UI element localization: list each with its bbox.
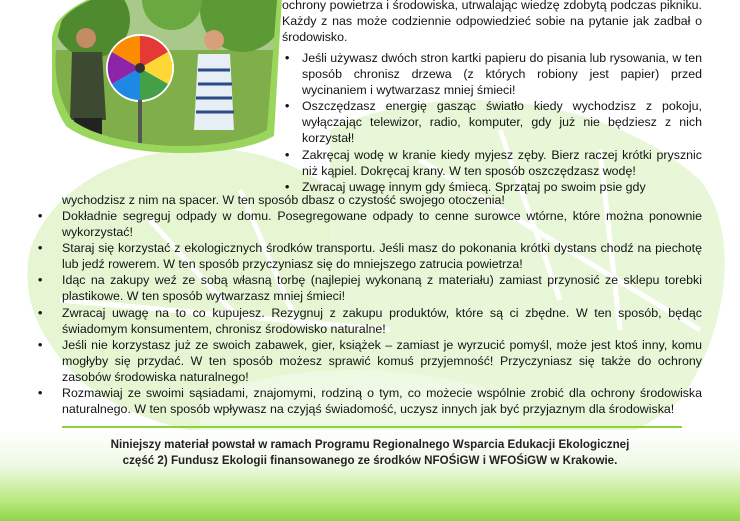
footer-funding-note (40, 437, 700, 469)
footer-divider (62, 426, 682, 428)
tip-item: • Zwracaj uwagę innym gdy śmiecą. Sprzątaj po swoim psie gdy (282, 179, 702, 195)
picnic-photo-leaf (52, 0, 282, 155)
tip-item: • Jeśli używasz dwóch stron kartki papieru do pisania lub rysowania, w ten sposób chronisz drzewa (z których robiony jest papier) przed wycinaniem i wytwarzasz mniej śmieci! (282, 50, 702, 98)
tip-continuation: wychodzisz z nim na spacer. W ten sposób dbasz o czystość swojego otoczenia! (62, 193, 505, 207)
tips-list-top (282, 50, 702, 195)
tip-item: • Dokładnie segreguj odpady w domu. Posegregowane odpady to cenne surowce wtórne, które można ponownie wykorzystać! (38, 208, 702, 240)
tip-item: • Jeśli nie korzystasz już ze swoich zabawek, gier, książek – zamiast je wyrzucić pomyśl, może jest ktoś inny, komu mogłyby się przydać. W ten sposób możesz sprawić komuś przyjemność! Przyczyniasz się także do ochrony zasobów środowiska naturalnego! (38, 337, 702, 385)
tip-item: • Idąc na zakupy weź ze sobą własną torbę (najlepiej wykonaną z materiału) zamiast przynosić ze sklepu torebki plastikowe. W ten sposób wytwarzasz mniej śmieci! (38, 272, 702, 304)
intro-paragraph: ochrony powietrza i środowiska, utrwalając wiedzę zdobytą podczas pikniku. Każdy z nas może codziennie odpowiedzieć sobie na pytanie jak zadbał o środowisko. (282, 0, 702, 45)
intro-text (282, 0, 702, 45)
tip-item: • Oszczędzasz energię gasząc światło kiedy wychodzisz z pokoju, wyłączając telewizor, radio, komputer, gdy już nie będziesz z nich korzystał! (282, 98, 702, 146)
tip-item: • Zwracaj uwagę na to co kupujesz. Rezygnuj z zakupu produktów, które są ci zbędne. W ten sposób, będąc świadomym konsumentem, chronisz środowisko naturalne! (38, 305, 702, 337)
tip-item: • Rozmawiaj ze swoimi sąsiadami, znajomymi, rodziną o tym, co możecie wspólnie zrobić dla ochrony środowiska naturalnego. W ten sposób wpływasz na czyjąś świadomość, uczysz innych jak być przyjaznym dla środowiska! (38, 385, 702, 417)
tips-list-bottom (38, 208, 702, 417)
prize-wheel (106, 34, 174, 102)
footer-line-1: Niniejszy materiał powstał w ramach Programu Regionalnego Wsparcia Edukacji Ekologicznej (110, 438, 630, 451)
tip-item: • Staraj się korzystać z ekologicznych środków transportu. Jeśli masz do pokonania krótki dystans chodź na piechotę lub jedź rowerem. W ten sposób przyczyniasz się do mniejszego zatrucia powietrza! (38, 240, 702, 272)
footer-line-2: część 2) Fundusz Ekologii finansowanego ze środków NFOŚiGW i WFOŚiGW w Krakowie. (122, 454, 618, 467)
tip-item: • Zakręcaj wodę w kranie kiedy myjesz zęby. Bierz raczej krótki prysznic niż kąpiel. Dokręcaj krany. W ten sposób oszczędzasz wodę! (282, 147, 702, 179)
